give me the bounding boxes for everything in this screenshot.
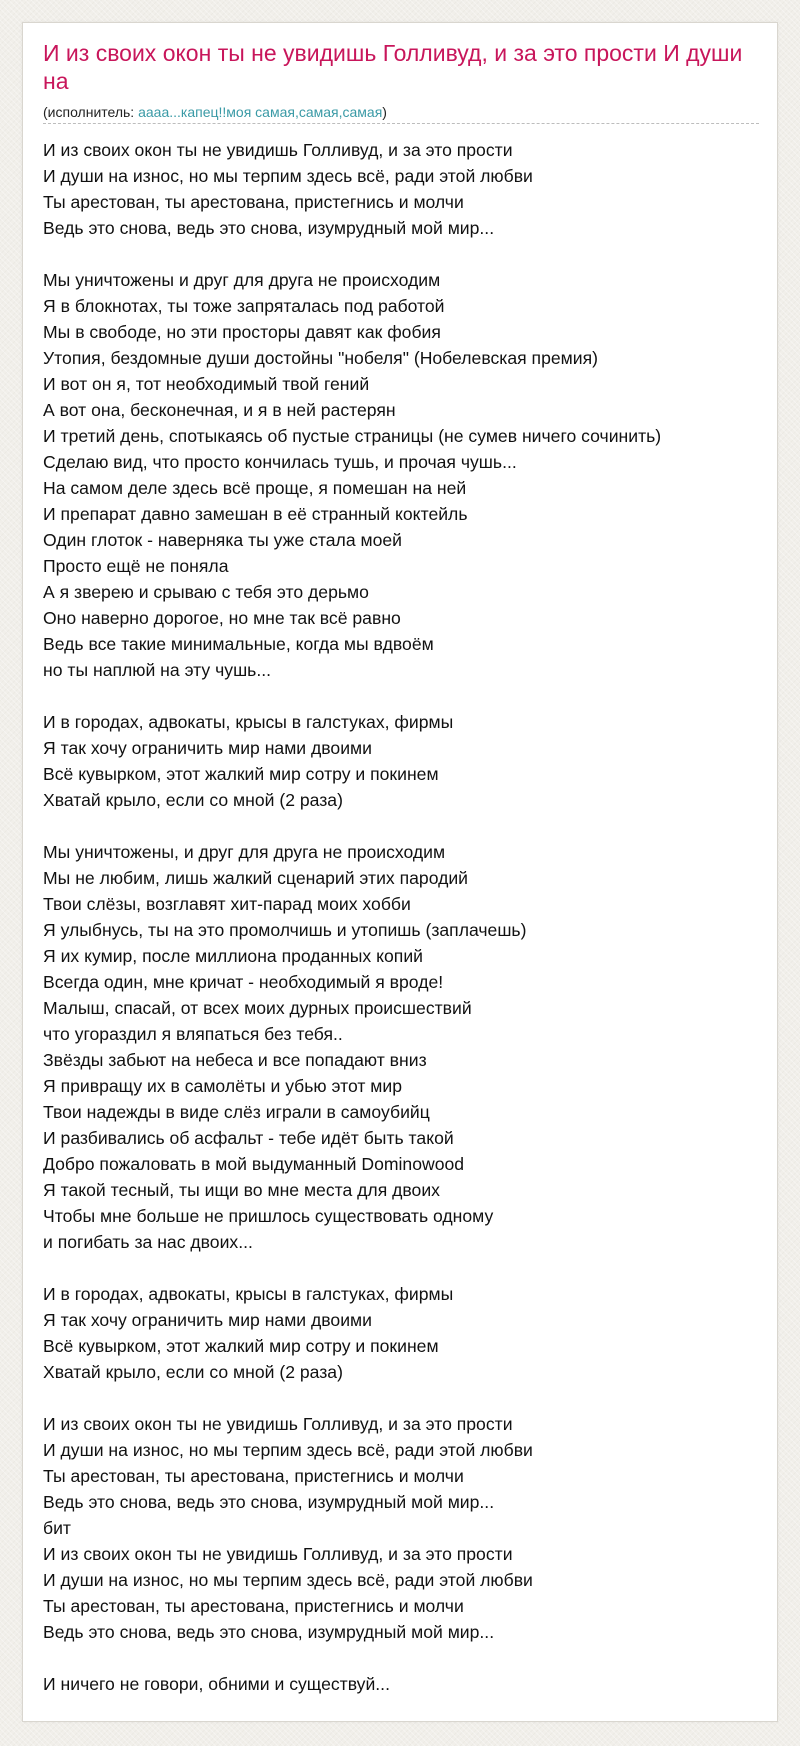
lyric-line: Хватай крыло, если со мной (2 раза) <box>43 1362 343 1382</box>
lyric-line: Мы уничтожены, и друг для друга не происходим <box>43 842 446 862</box>
lyric-line: Всё кувырком, этот жалкий мир сотру и покинем <box>43 1336 439 1356</box>
lyric-line: Я в блокнотах, ты тоже запряталась под работой <box>43 296 445 316</box>
lyric-line: Я так хочу ограничить мир нами двоими <box>43 1310 372 1330</box>
lyrics-stanza <box>43 1281 773 1385</box>
artist-line <box>43 104 387 121</box>
lyric-line: И из своих окон ты не увидишь Голливуд, и за это прости <box>43 140 513 160</box>
lyric-line: На самом деле здесь всё проще, я помешан на ней <box>43 478 467 498</box>
lyric-line: Мы уничтожены и друг для друга не происходим <box>43 270 441 290</box>
lyric-line: Я их кумир, после миллиона проданных копий <box>43 946 423 966</box>
lyrics-card <box>22 22 778 1722</box>
lyric-line: А вот она, бесконечная, и я в ней растерян <box>43 400 396 420</box>
lyric-line: Ты арестован, ты арестована, пристегнись и молчи <box>43 1596 464 1616</box>
lyric-line: Ведь все такие минимальные, когда мы вдвоём <box>43 634 434 654</box>
lyric-line: Один глоток - наверняка ты уже стала моей <box>43 530 402 550</box>
lyric-line: Ведь это снова, ведь это снова, изумрудный мой мир... <box>43 1492 495 1512</box>
lyrics-stanza <box>43 1671 773 1697</box>
lyric-line: и погибать за нас двоих... <box>43 1232 253 1252</box>
lyrics-stanza <box>43 1411 773 1645</box>
artist-prefix: (исполнитель: <box>43 104 139 120</box>
lyric-line: Добро пожаловать в мой выдуманный Dominowood <box>43 1154 465 1174</box>
lyrics-stanza <box>43 839 773 1255</box>
lyric-line: И разбивались об асфальт - тебе идёт быть такой <box>43 1128 454 1148</box>
lyric-line: Ведь это снова, ведь это снова, изумрудный мой мир... <box>43 1622 495 1642</box>
lyric-line: Всегда один, мне кричат - необходимый я вроде! <box>43 972 444 992</box>
lyric-line: Я так хочу ограничить мир нами двоими <box>43 738 372 758</box>
lyric-line: Малыш, спасай, от всех моих дурных происшествий <box>43 998 472 1018</box>
lyrics-stanza <box>43 709 773 813</box>
lyrics-stanza <box>43 137 773 241</box>
lyric-line: Просто ещё не поняла <box>43 556 229 576</box>
lyric-line: Всё кувырком, этот жалкий мир сотру и покинем <box>43 764 439 784</box>
lyric-line: И души на износ, но мы терпим здесь всё, ради этой любви <box>43 1440 533 1460</box>
lyric-line: Я такой тесный, ты ищи во мне места для двоих <box>43 1180 440 1200</box>
lyric-line: Ведь это снова, ведь это снова, изумрудный мой мир... <box>43 218 495 238</box>
lyric-line: Звёзды забьют на небеса и все попадают вниз <box>43 1050 427 1070</box>
lyric-line: Мы не любим, лишь жалкий сценарий этих пародий <box>43 868 469 888</box>
lyric-line: И души на износ, но мы терпим здесь всё, ради этой любви <box>43 1570 533 1590</box>
lyric-line: Твои надежды в виде слёз играли в самоубийц <box>43 1102 430 1122</box>
lyric-line: И вот он я, тот необходимый твой гений <box>43 374 370 394</box>
lyrics-stanza <box>43 267 773 683</box>
song-title: И из своих окон ты не увидишь Голливуд, и за это прости И души на <box>43 40 743 94</box>
lyric-line: Сделаю вид, что просто кончилась тушь, и прочая чушь... <box>43 452 517 472</box>
title-divider <box>43 123 759 124</box>
lyric-line: И третий день, спотыкаясь об пустые страницы (не сумев ничего сочинить) <box>43 426 662 446</box>
lyric-line: И из своих окон ты не увидишь Голливуд, и за это прости <box>43 1414 513 1434</box>
lyric-line: Я улыбнусь, ты на это промолчишь и утопишь (заплачешь) <box>43 920 527 940</box>
lyric-line: Хватай крыло, если со мной (2 раза) <box>43 790 343 810</box>
lyric-line: Утопия, бездомные души достойны "нобеля" (Нобелевская премия) <box>43 348 598 368</box>
lyric-line: Чтобы мне больше не пришлось существовать одному <box>43 1206 494 1226</box>
lyric-line: но ты наплюй на эту чушь... <box>43 660 272 680</box>
lyric-line: Оно наверно дорогое, но мне так всё равно <box>43 608 401 628</box>
lyric-line: И препарат давно замешан в её странный коктейль <box>43 504 468 524</box>
lyric-line: Ты арестован, ты арестована, пристегнись и молчи <box>43 192 464 212</box>
lyric-line: И души на износ, но мы терпим здесь всё, ради этой любви <box>43 166 533 186</box>
artist-suffix: ) <box>382 104 387 120</box>
lyric-line: И ничего не говори, обними и существуй... <box>43 1674 390 1694</box>
lyric-line: И в городах, адвокаты, крысы в галстуках, фирмы <box>43 1284 454 1304</box>
lyric-line: Ты арестован, ты арестована, пристегнись и молчи <box>43 1466 464 1486</box>
lyric-line: А я зверею и срываю с тебя это дерьмо <box>43 582 369 602</box>
lyric-line: Твои слёзы, возглавят хит-парад моих хобби <box>43 894 411 914</box>
lyric-line: И из своих окон ты не увидишь Голливуд, и за это прости <box>43 1544 513 1564</box>
lyric-line: Мы в свободе, но эти просторы давят как фобия <box>43 322 441 342</box>
lyrics-text <box>43 137 773 1723</box>
lyric-line: бит <box>43 1518 71 1538</box>
lyric-line: что угораздил я вляпаться без тебя.. <box>43 1024 343 1044</box>
lyric-line: Я привращу их в самолёты и убью этот мир <box>43 1076 403 1096</box>
lyric-line: И в городах, адвокаты, крысы в галстуках, фирмы <box>43 712 454 732</box>
artist-link[interactable]: аааа...капец!!моя самая,самая,самая <box>138 104 383 120</box>
